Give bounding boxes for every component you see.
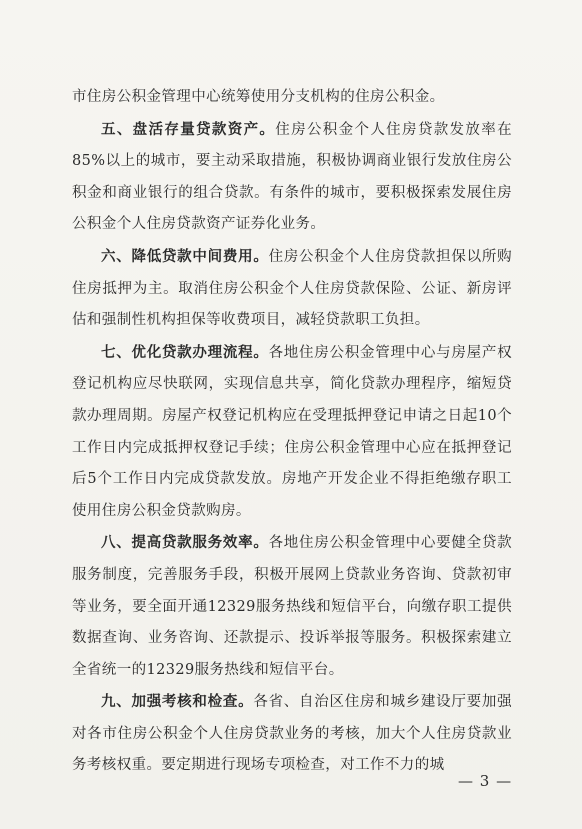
section-heading: 九、加强考核和检查。 <box>101 693 254 711</box>
document-body <box>72 82 512 782</box>
section-heading: 六、降低贷款中间费用。 <box>101 247 269 265</box>
paragraph-text: 住房公积金个人住房贷款担保以所购住房抵押为主。取消住房公积金个人住房贷款保险、公证、新房评估和强制性机构担保等收费项目，减轻贷款职工负担。 <box>72 248 512 329</box>
paragraph-text: 住房公积金个人住房贷款发放率在85%以上的城市，要主动采取措施，积极协调商业银行发放住房公积金和商业银行的组合贷款。有条件的城市，要积极探索发展住房公积金个人住房贷款资产证券化业务。 <box>72 121 512 233</box>
paragraph-text: 市住房公积金管理中心统筹使用分支机构的住房公积金。 <box>72 89 445 105</box>
page-number: — 3 — <box>458 772 513 790</box>
paragraph-section-9 <box>72 686 512 782</box>
paragraph-section-7 <box>72 337 512 528</box>
paragraph-text: 各地住房公积金管理中心与房屋产权登记机构应尽快联网，实现信息共享，简化贷款办理程序，缩短贷款办理周期。房屋产权登记机构应在受理抵押登记申请之日起10个工作日内完成抵押权登记手续；住房公积金管理中心应在抵押登记后5个工作日内完成贷款发放。房地产开发企业不得拒绝缴存职工使用住房公积金贷款购房。 <box>72 344 512 519</box>
paragraph-text: 各地住房公积金管理中心要健全贷款服务制度，完善服务手段，积极开展网上贷款业务咨询、贷款初审等业务，要全面开通12329服务热线和短信平台，向缴存职工提供数据查询、业务咨询、还款提示、投诉举报等服务。积极探索建立全省统一的12329服务热线和短信平台。 <box>72 535 512 678</box>
paragraph-section-6 <box>72 241 512 337</box>
paragraph-section-5 <box>72 114 512 241</box>
paragraph-continued <box>72 82 512 114</box>
paragraph-section-8 <box>72 527 512 686</box>
section-heading: 五、盘活存量贷款资产。 <box>101 120 276 138</box>
section-heading: 七、优化贷款办理流程。 <box>101 343 269 361</box>
section-heading: 八、提高贷款服务效率。 <box>101 534 269 552</box>
paragraph-text: 各省、自治区住房和城乡建设厅要加强对各市住房公积金个人住房贷款业务的考核，加大个人住房贷款业务考核权重。要定期进行现场专项检查，对工作不力的城 <box>72 694 512 774</box>
